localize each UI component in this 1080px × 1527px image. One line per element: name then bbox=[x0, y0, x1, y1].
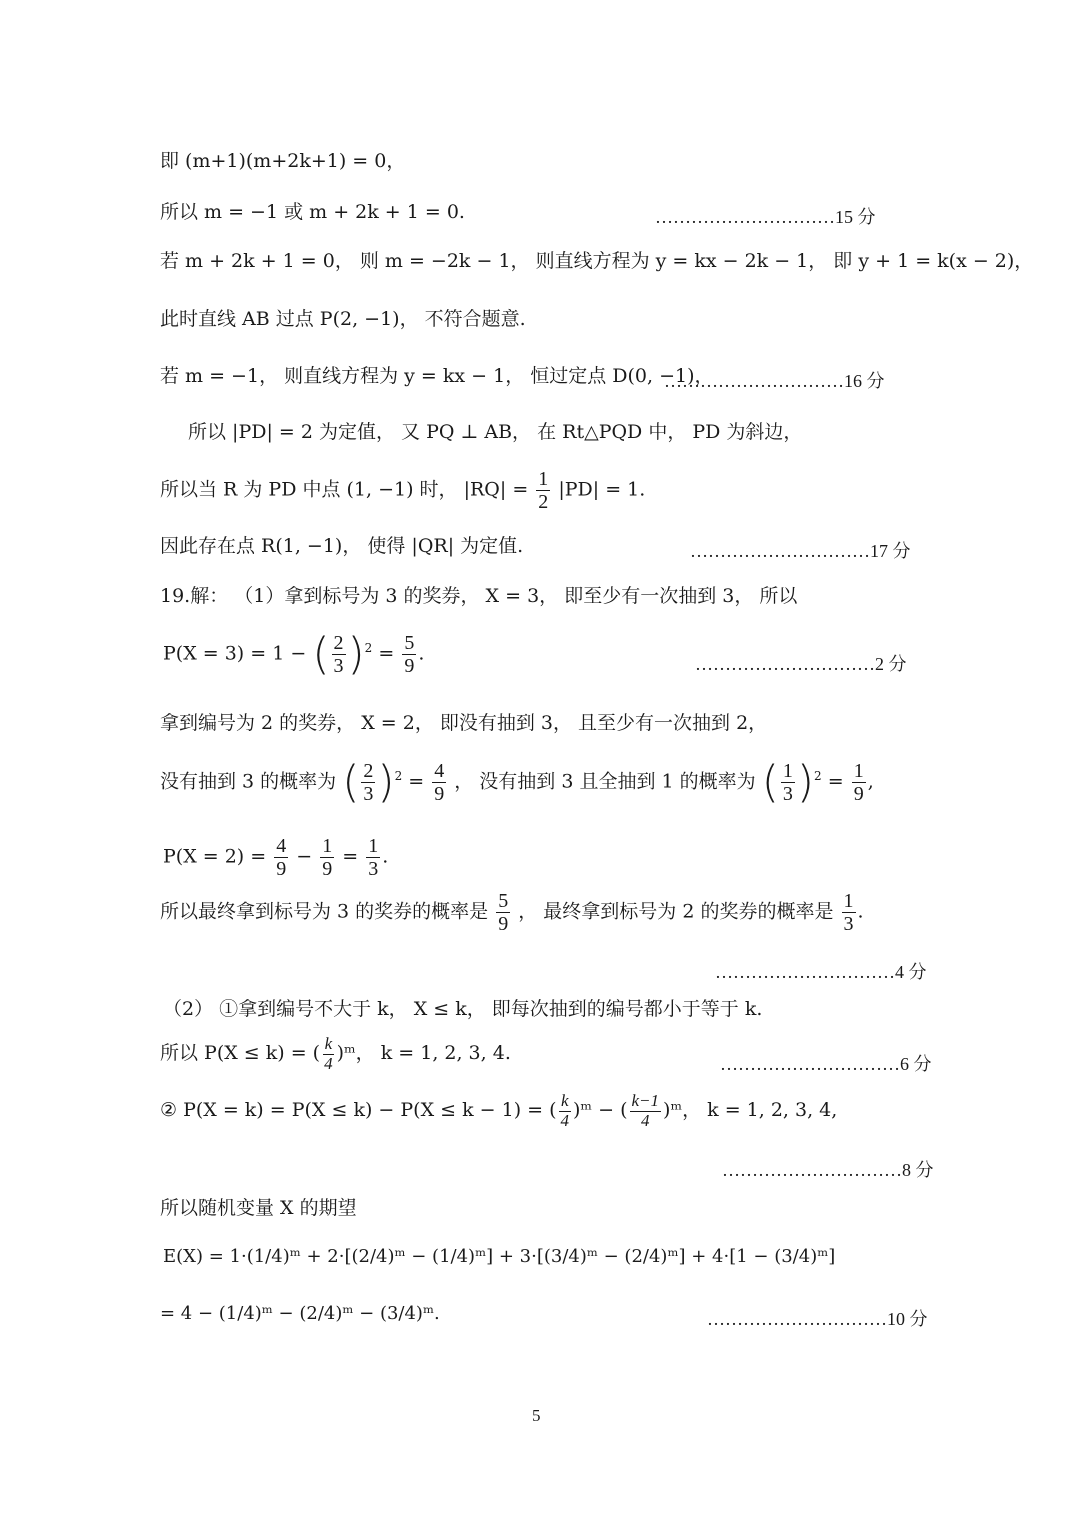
fraction bbox=[559, 1092, 572, 1130]
score-mark: …………………………8 分 bbox=[722, 1160, 934, 1180]
denominator: 4 bbox=[560, 1110, 570, 1130]
denominator: 9 bbox=[853, 783, 864, 805]
denominator: 4 bbox=[324, 1053, 333, 1073]
math-line: E(X) = 1·(1/4)ᵐ + 2·[(2/4)ᵐ − (1/4)ᵐ] + 3·[(3/4)ᵐ − (2/4)ᵐ] + 4·[1 − (3/4)ᵐ] bbox=[163, 1246, 836, 1267]
paren: ) bbox=[796, 756, 815, 808]
text-line: （2） ①拿到编号不大于 k， X ≤ k， 即每次抽到的编号都小于等于 k. bbox=[163, 998, 763, 1020]
text-line: 所以随机变量 X 的期望 bbox=[160, 1197, 357, 1219]
numerator: k−1 bbox=[631, 1091, 660, 1110]
score-mark: …………………………16 分 bbox=[664, 371, 885, 391]
math-line: = 4 − (1/4)ᵐ − (2/4)ᵐ − (3/4)ᵐ. bbox=[160, 1303, 440, 1324]
paren: ( bbox=[312, 628, 330, 680]
text-line: P(X = 3) = 1 − ( $\frac{2}{3}$ )$^2$ = $\frac{5}{9}$ . bbox=[163, 628, 425, 680]
text-line: 19.解： （1）拿到标号为 3 的奖券， X = 3， 即至少有一次抽到 3， 所以 bbox=[160, 585, 798, 607]
denominator: 3 bbox=[843, 913, 854, 935]
denominator: 3 bbox=[363, 783, 374, 805]
denominator: 9 bbox=[322, 858, 333, 880]
fraction bbox=[496, 890, 510, 935]
text-segment: = bbox=[378, 642, 395, 665]
numerator: k bbox=[324, 1034, 333, 1053]
fraction bbox=[366, 835, 380, 880]
score-mark: …………………………6 分 bbox=[720, 1054, 932, 1074]
numerator: 2 bbox=[363, 760, 374, 782]
fraction bbox=[630, 1092, 662, 1130]
text-segment: ， 没有抽到 3 且全抽到 1 的概率为 bbox=[454, 770, 756, 793]
text-line: 若 m + 2k + 1 = 0， 则 m = −2k − 1， 则直线方程为 y = kx − 2k − 1， 即 y + 1 = k(x − 2)， bbox=[160, 250, 1034, 272]
text-segment: 没有抽到 3 的概率为 bbox=[160, 770, 337, 793]
denominator: 3 bbox=[368, 858, 379, 880]
text-segment: ， 最终拿到标号为 2 的奖券的概率是 bbox=[518, 900, 834, 923]
page-number: 5 bbox=[532, 1406, 541, 1425]
numerator: 5 bbox=[498, 890, 509, 912]
text-line: 因此存在点 R(1, −1)， 使得 |QR| 为定值. bbox=[160, 535, 524, 557]
numerator: 2 bbox=[333, 632, 344, 654]
paren: ( bbox=[342, 756, 360, 808]
numerator: 4 bbox=[276, 835, 287, 857]
text-segment: )ᵐ， k = 1, 2, 3, 4, bbox=[663, 1099, 838, 1122]
text-line: 即 (m+1)(m+2k+1) = 0， bbox=[160, 150, 406, 172]
score-mark: …………………………2 分 bbox=[695, 654, 907, 674]
text-segment: = bbox=[408, 770, 425, 793]
exponent: 2 bbox=[364, 641, 373, 656]
fraction bbox=[320, 835, 334, 880]
numerator: 1 bbox=[322, 835, 333, 857]
fraction bbox=[322, 1035, 335, 1073]
numerator: 1 bbox=[538, 468, 549, 490]
text-segment: |PD| = 1. bbox=[558, 478, 646, 501]
denominator: 2 bbox=[538, 491, 549, 513]
text-line: 所以 |PD| = 2 为定值， 又 PQ ⊥ AB， 在 Rt△PQD 中， PD 为斜边， bbox=[188, 421, 803, 443]
text-segment: 所以当 R 为 PD 中点 (1, −1) 时， |RQ| = bbox=[160, 478, 529, 501]
score-mark: …………………………4 分 bbox=[715, 962, 927, 982]
fraction bbox=[274, 835, 288, 880]
paren: ) bbox=[347, 628, 365, 680]
denominator: 3 bbox=[782, 783, 793, 805]
exponent: 2 bbox=[394, 769, 403, 784]
text-line bbox=[160, 468, 645, 513]
numerator: 4 bbox=[434, 760, 445, 782]
numerator: 1 bbox=[853, 760, 864, 782]
exponent: 2 bbox=[814, 769, 822, 784]
score-mark: …………………………15 分 bbox=[655, 207, 876, 227]
text-segment: − bbox=[296, 845, 313, 868]
numerator: 1 bbox=[782, 760, 793, 782]
text-segment: ② P(X = k) = P(X ≤ k) − P(X ≤ k − 1) = ( bbox=[160, 1099, 557, 1122]
denominator: 3 bbox=[333, 655, 344, 677]
text-segment: P(X = 3) = 1 − bbox=[163, 642, 307, 665]
fraction bbox=[332, 632, 346, 677]
denominator: 9 bbox=[434, 783, 445, 805]
paren: ) bbox=[377, 756, 395, 808]
fraction bbox=[361, 760, 375, 805]
text-segment: )ᵐ − ( bbox=[573, 1099, 628, 1122]
denominator: 9 bbox=[404, 655, 415, 677]
text-line: 所以最终拿到标号为 3 的奖券的概率是 $\frac{5}{9}$ ， 最终拿到标号为 2 的奖券的概率是 $\frac{1}{3}$ . bbox=[160, 890, 864, 935]
text-segment: )ᵐ， k = 1, 2, 3, 4. bbox=[336, 1042, 511, 1065]
denominator: 9 bbox=[498, 913, 509, 935]
text-segment: 所以 P(X ≤ k) = ( bbox=[160, 1042, 321, 1065]
numerator: 1 bbox=[843, 890, 854, 912]
score-mark: …………………………10 分 bbox=[707, 1309, 928, 1329]
denominator: 9 bbox=[276, 858, 287, 880]
fraction bbox=[852, 760, 866, 805]
fraction bbox=[536, 468, 550, 513]
fraction bbox=[402, 632, 416, 677]
fraction bbox=[432, 760, 446, 805]
text-line: P(X = 2) = $\frac{4}{9}$ − $\frac{1}{9}$ = $\frac{1}{3}$ . bbox=[163, 835, 389, 880]
score-mark: …………………………17 分 bbox=[690, 541, 911, 561]
text-line: 若 m = −1， 则直线方程为 y = kx − 1， 恒过定点 D(0, −1)， bbox=[160, 365, 714, 387]
fraction bbox=[842, 890, 856, 935]
text-line: 所以 m = −1 或 m + 2k + 1 = 0. bbox=[160, 201, 465, 223]
numerator: 1 bbox=[368, 835, 379, 857]
fraction bbox=[781, 760, 795, 805]
text-segment: = bbox=[342, 845, 359, 868]
text-segment: 所以最终拿到标号为 3 的奖券的概率是 bbox=[160, 900, 489, 923]
numerator: k bbox=[560, 1091, 569, 1110]
text-line: 拿到编号为 2 的奖券， X = 2， 即没有抽到 3， 且至少有一次抽到 2， bbox=[160, 712, 768, 734]
text-line: 此时直线 AB 过点 P(2, −1)， 不符合题意. bbox=[160, 308, 526, 330]
text-line bbox=[160, 1092, 837, 1130]
numerator: 5 bbox=[404, 632, 415, 654]
denominator: 4 bbox=[641, 1110, 650, 1130]
paren: ( bbox=[761, 756, 779, 808]
text-segment: P(X = 2) = bbox=[163, 845, 267, 868]
text-line: 没有抽到 3 的概率为 ( $\frac{2}{3}$ )$^2$ = $\frac{4}{9}$ ， 没有抽到 3 且全抽到 1 的概率为 ( $\frac{1}{3}$ )$^2$ = $\frac{1}{9}$ , bbox=[160, 756, 874, 808]
text-segment: = bbox=[827, 770, 844, 793]
text-line bbox=[160, 1035, 511, 1073]
